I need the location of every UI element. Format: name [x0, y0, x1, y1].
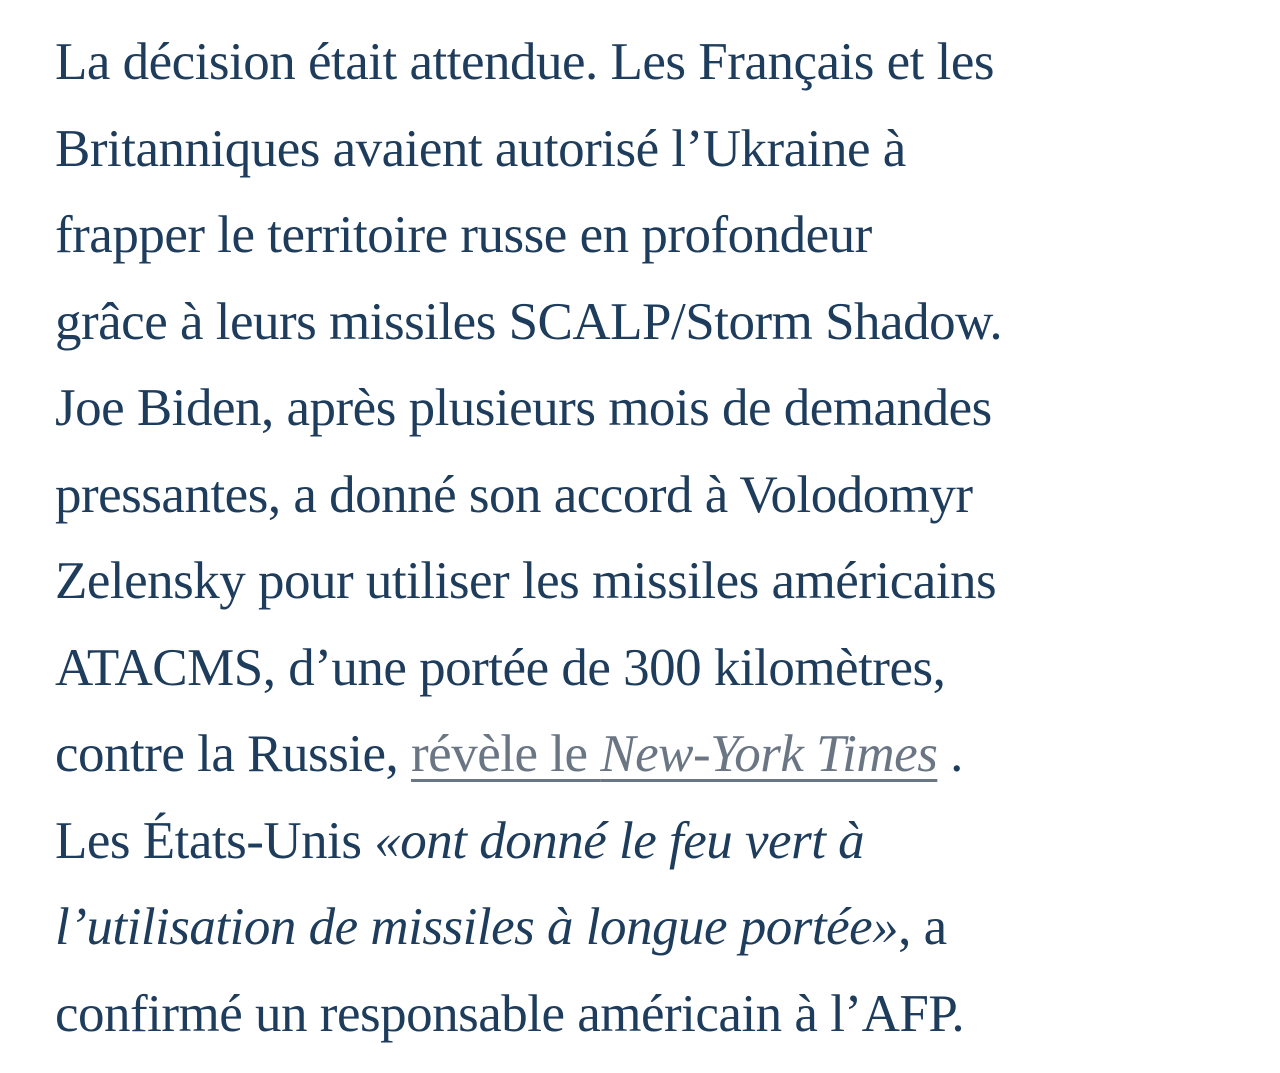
link-text-run: révèle le: [411, 725, 601, 783]
text-line: [55, 19, 1230, 106]
body-text-run: Les États-Unis: [55, 811, 375, 870]
body-text-run: , a: [898, 898, 947, 956]
body-text-run: La décision était attendue. Les Français et les: [55, 33, 994, 91]
article-paragraph: [55, 19, 1230, 1057]
body-text-run: frapper le territoire russe en profondeur: [55, 206, 872, 264]
body-text-run: pressantes, a donné son accord à Volodomyr: [55, 465, 973, 524]
new-york-times-link[interactable]: [411, 725, 937, 783]
quote-italic-run: l’utilisation de missiles à longue portée»: [55, 898, 899, 956]
body-text-run: Joe Biden, après plusieurs mois de demandes: [55, 379, 992, 437]
body-text-run: ATACMS, d’une portée de 300 kilomètres,: [55, 638, 946, 697]
text-line: [55, 365, 1230, 452]
body-text-run: confirmé un responsable américain à l’AFP.: [55, 984, 965, 1043]
link-text-run: New-York Times: [600, 725, 938, 783]
text-line: [55, 711, 1230, 798]
text-line: [55, 971, 1230, 1058]
body-text-run: Zelensky pour utiliser les missiles américains: [55, 552, 997, 610]
body-text-run: .: [937, 725, 963, 783]
body-text-run: grâce à leurs missiles SCALP/Storm Shadow.: [55, 292, 1003, 351]
text-line: [55, 106, 1230, 193]
text-line: [55, 884, 1230, 971]
text-line: [55, 452, 1230, 539]
text-line: [55, 279, 1230, 366]
text-line: [55, 538, 1230, 625]
text-line: [55, 625, 1230, 712]
quote-italic-run: «ont donné le feu vert à: [374, 811, 865, 870]
text-line: [55, 192, 1230, 279]
body-text-run: contre la Russie,: [55, 725, 412, 783]
body-text-run: Britanniques avaient autorisé l’Ukraine à: [55, 119, 906, 178]
text-line: [55, 798, 1230, 885]
